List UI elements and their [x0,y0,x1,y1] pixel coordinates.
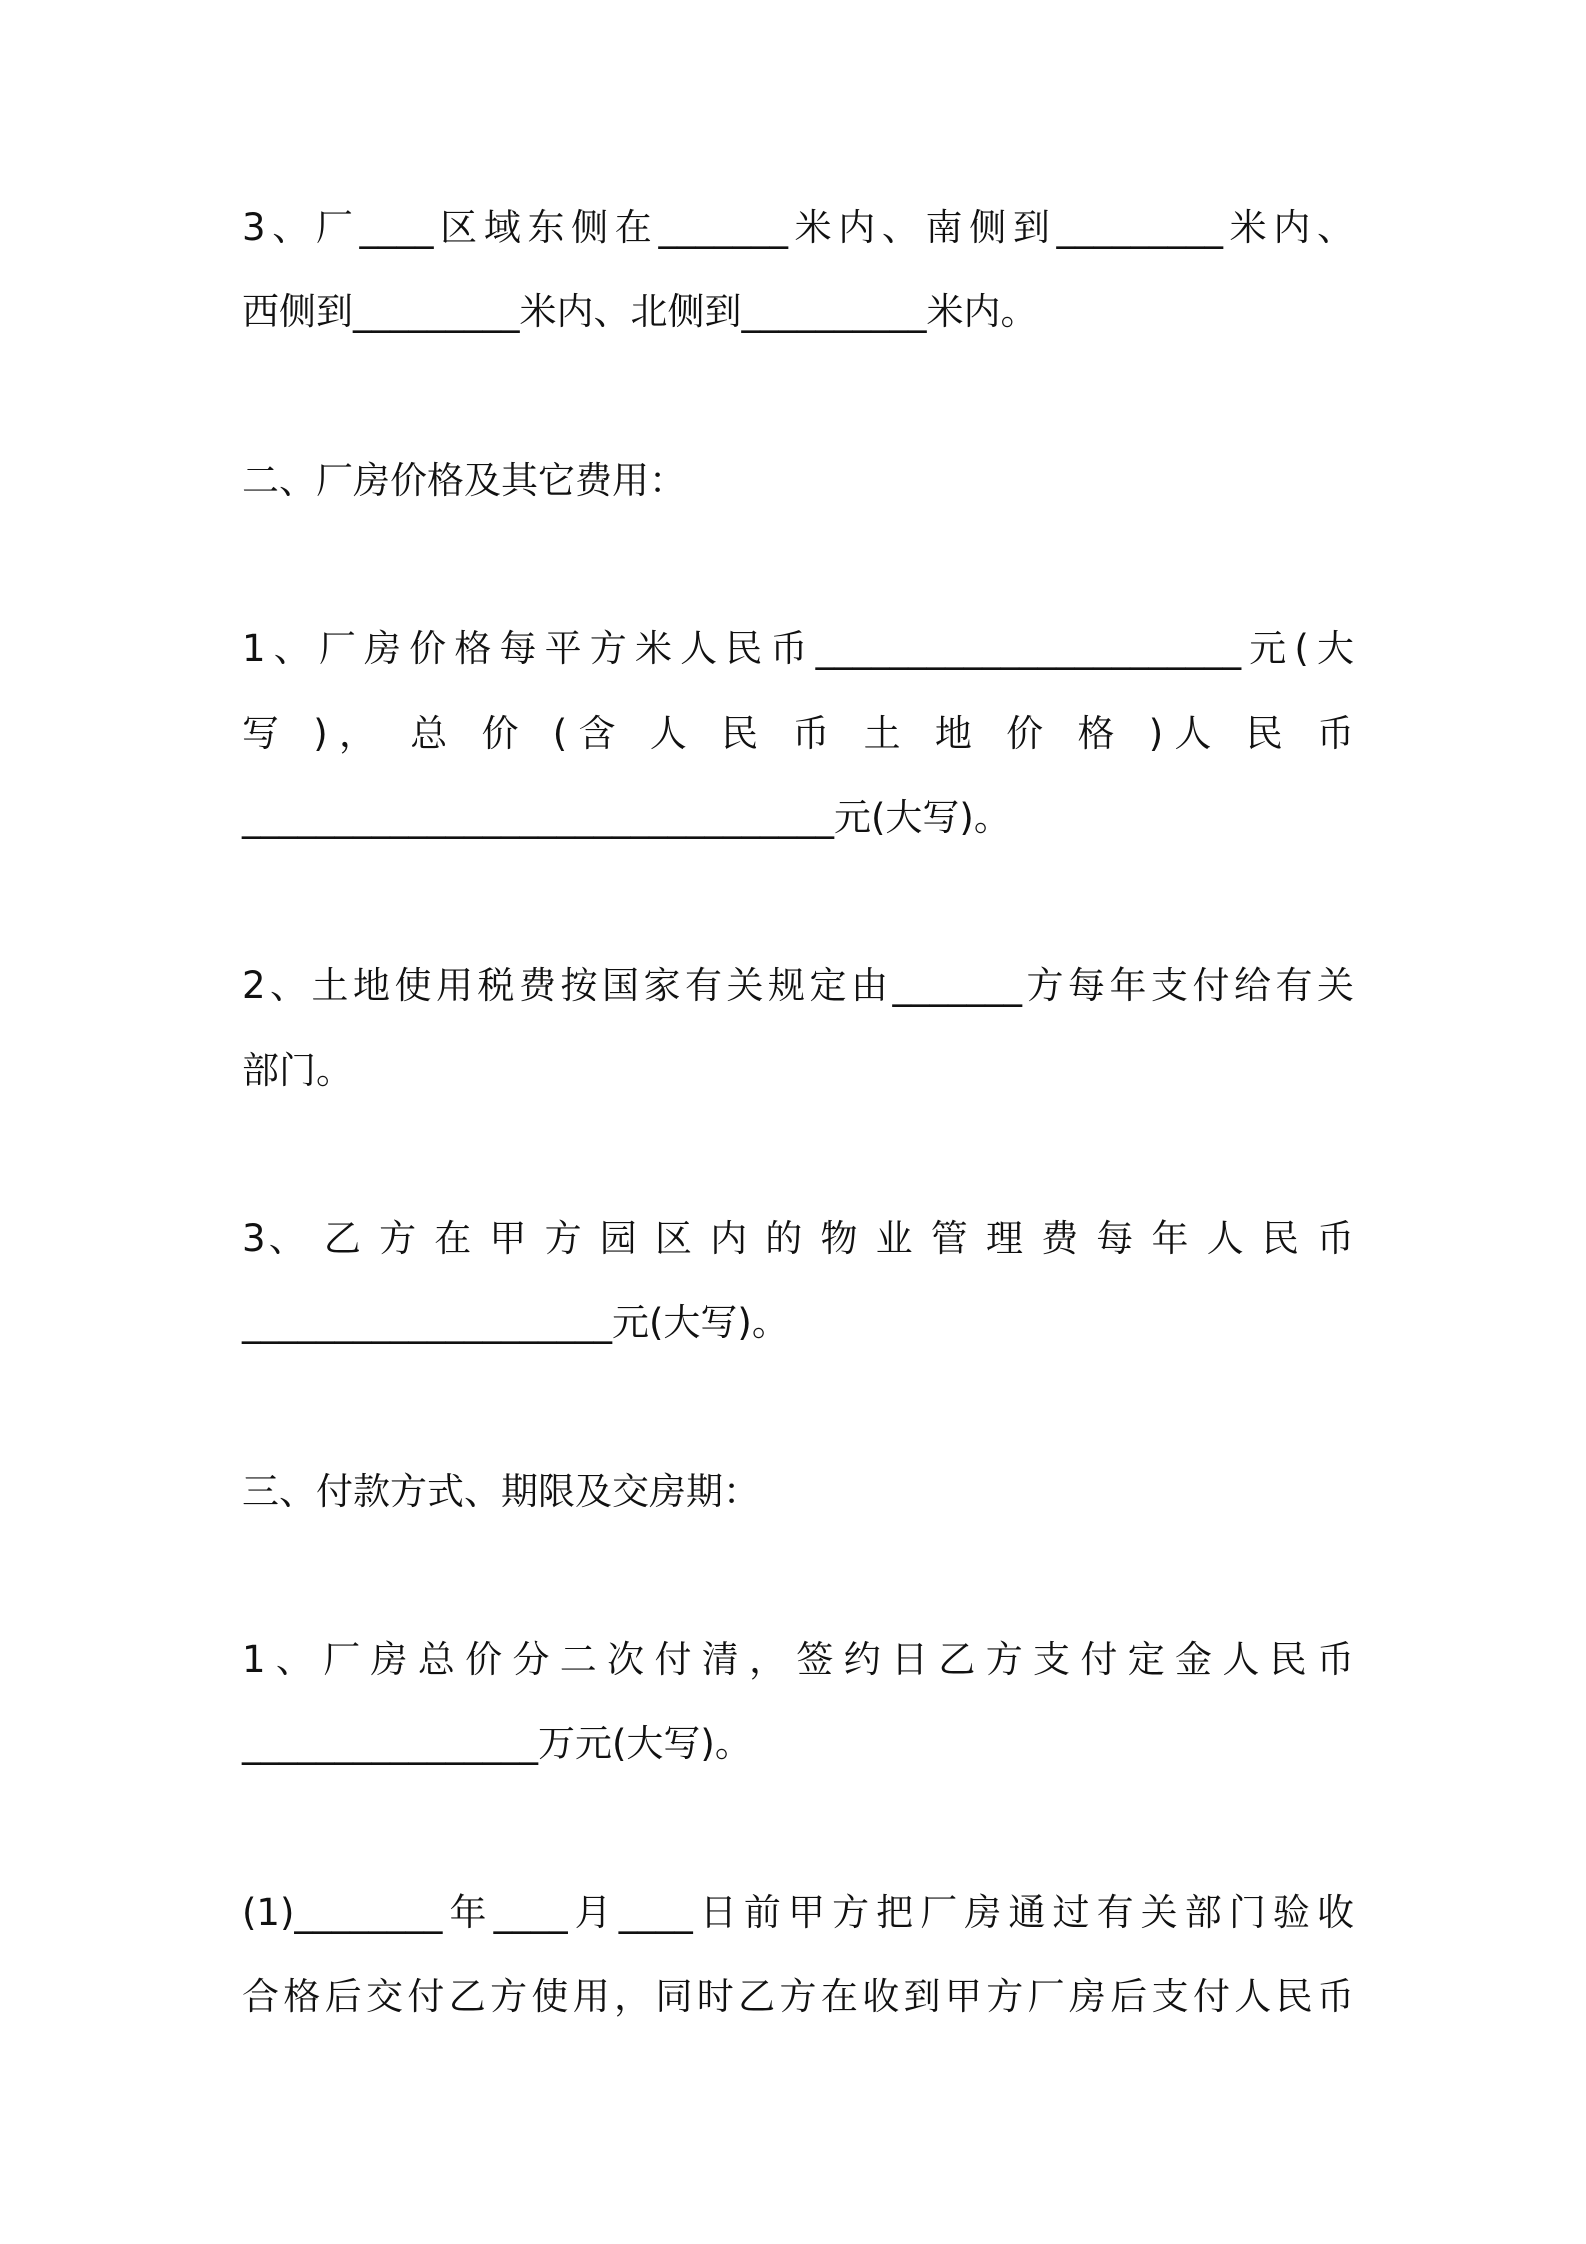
clause-2-2-line-1: 2、土地使用税费按国家有关规定由_______方每年支付给有关 [242,964,1354,1007]
clause-3-1-line-2: ________________万元(大写)。 [242,1722,752,1765]
clause-2-2-line-2: 部门。 [242,1049,353,1092]
clause-2-1-line-3: ________________________________元(大写)。 [242,796,1011,839]
section-3-heading: 三、付款方式、期限及交房期： [242,1470,760,1513]
clause-2-3-line-1: 3、 乙 方 在 甲 方 园 区 内 的 物 业 管 理 费 每 年 人 民 币 [242,1217,1354,1260]
clause-2-3-line-2: ____________________元(大写)。 [242,1301,789,1344]
section-2-heading: 二、厂房价格及其它费用： [242,459,686,502]
clause-3-1-1-line-2: 合格后交付乙方使用，同时乙方在收到甲方厂房后支付人民币 [242,1975,1354,2018]
clause-1-3-line-2: 西侧到_________米内、北侧到__________米内。 [242,290,1038,333]
clause-2-1-line-1: 1、厂房价格每平方米人民币_______________________元(大 [242,627,1354,670]
clause-1-3-line-1: 3、厂____区域东侧在_______米内、南侧到_________米内、 [242,206,1354,249]
clause-2-1-line-2: 写 )， 总 价 (含 人 民 币 土 地 价 格 )人 民 币 [242,712,1354,755]
clause-3-1-line-1: 1、厂房总价分二次付清，签约日乙方支付定金人民币 [242,1638,1354,1681]
clause-3-1-1-line-1: (1)________年____月____日前甲方把厂房通过有关部门验收 [242,1891,1354,1934]
